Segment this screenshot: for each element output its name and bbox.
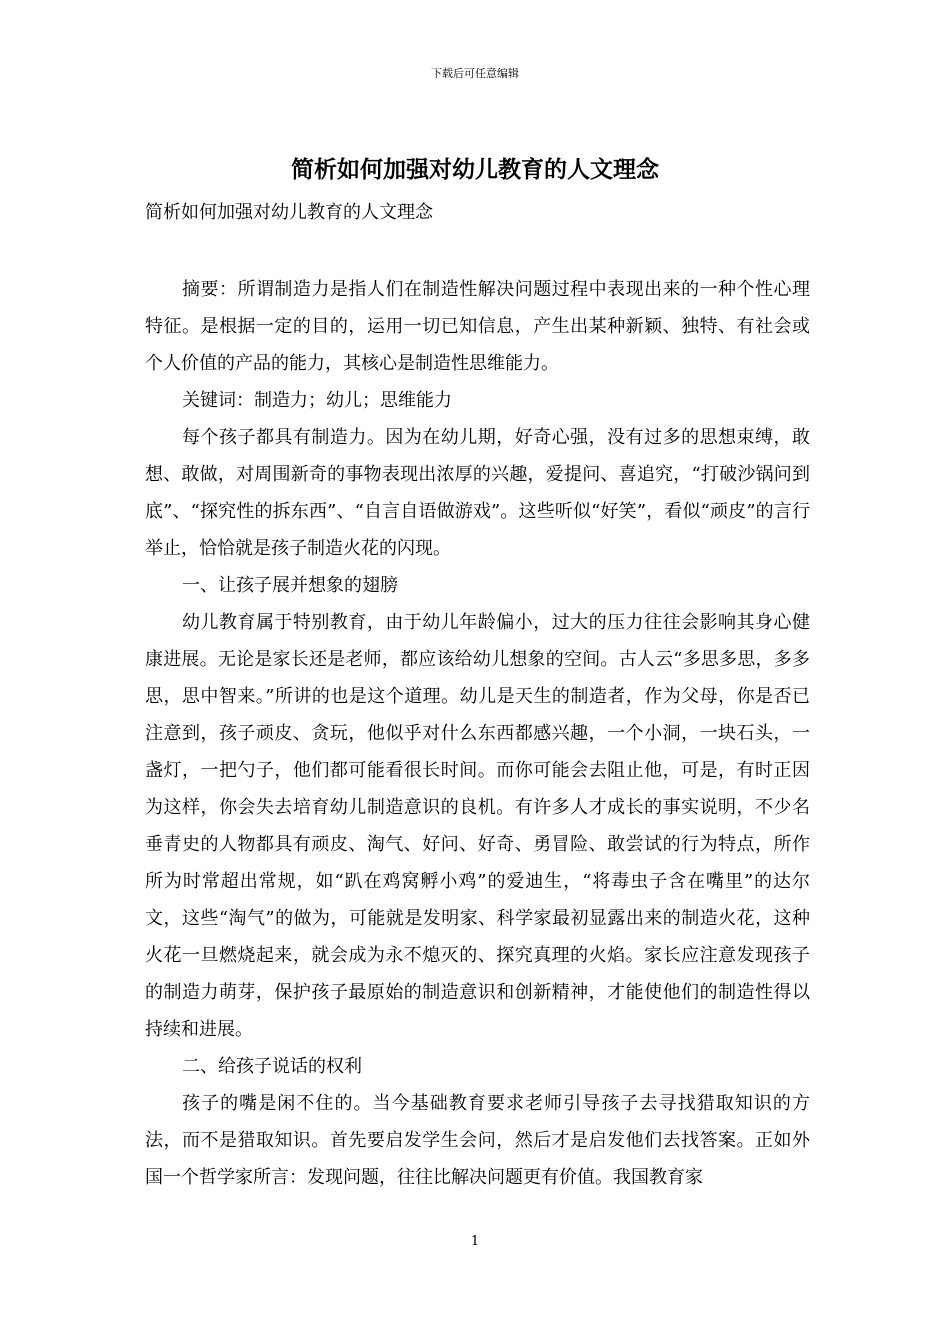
keywords-paragraph: 关键词：制造力；幼儿；思维能力	[182, 390, 452, 411]
document-title: 简析如何加强对幼儿教育的人文理念	[291, 156, 659, 183]
document-body	[145, 271, 810, 1196]
document-subtitle: 简析如何加强对幼儿教育的人文理念	[145, 202, 433, 223]
intro-paragraph: 每个孩子都具有制造力。因为在幼儿期，好奇心强，没有过多的思想束缚，敢想、敢做，对周围新奇的事物表现出浓厚的兴趣，爱提问、喜追究，“打破沙锅问到底”、“探究性的拆东西”、“自言自语做游戏”。这些听似“好笑”，看似“顽皮”的言行举止，恰恰就是孩子制造火花的闪现。	[145, 427, 810, 559]
page-number: 1	[470, 1234, 480, 1249]
section-2-paragraph: 孩子的嘴是闲不住的。当今基础教育要求老师引导孩子去寻找猎取知识的方法，而不是猎取知识。首先要启发学生会问，然后才是启发他们去找答案。正如外国一个哲学家所言：发现问题，往往比解决问题更有价值。我国教育家	[145, 1093, 810, 1188]
section-heading-1: 一、让孩子展并想象的翅膀	[182, 575, 398, 596]
section-1-paragraph: 幼儿教育属于特别教育，由于幼儿年龄偏小，过大的压力往往会影响其身心健康进展。无论是家长还是老师，都应该给幼儿想象的空间。古人云“多思多思，多多思，思中智来。”所讲的也是这个道理。幼儿是天生的制造者，作为父母，你是否已注意到，孩子顽皮、贪玩，他似乎对什么东西都感兴趣，一个小洞，一块石头，一盏灯，一把勺子，他们都可能看很长时间。而你可能会去阻止他，可是，有时正因为这样，你会失去培育幼儿制造意识的良机。有许多人才成长的事实说明，不少名垂青史的人物都具有顽皮、淘气、好问、好奇、勇冒险、敢尝试的行为特点，所作所为时常超出常规，如“趴在鸡窝孵小鸡”的爱迪生，“将毒虫子含在嘴里”的达尔文，这些“淘气”的做为，可能就是发明家、科学家最初显露出来的制造火花，这种火花一旦燃烧起来，就会成为永不熄灭的、探究真理的火焰。家长应注意发现孩子的制造力萌芽，保护孩子最原始的制造意识和创新精神，才能使他们的制造性得以持续和进展。	[145, 612, 810, 1040]
section-heading-2: 二、给孩子说话的权利	[182, 1056, 362, 1077]
abstract-paragraph: 摘要：所谓制造力是指人们在制造性解决问题过程中表现出来的一种个性心理特征。是根据一定的目的，运用一切已知信息，产生出某种新颖、独特、有社会或个人价值的产品的能力，其核心是制造性思维能力。	[145, 279, 810, 374]
page-header: 下载后可任意编辑	[431, 67, 519, 80]
